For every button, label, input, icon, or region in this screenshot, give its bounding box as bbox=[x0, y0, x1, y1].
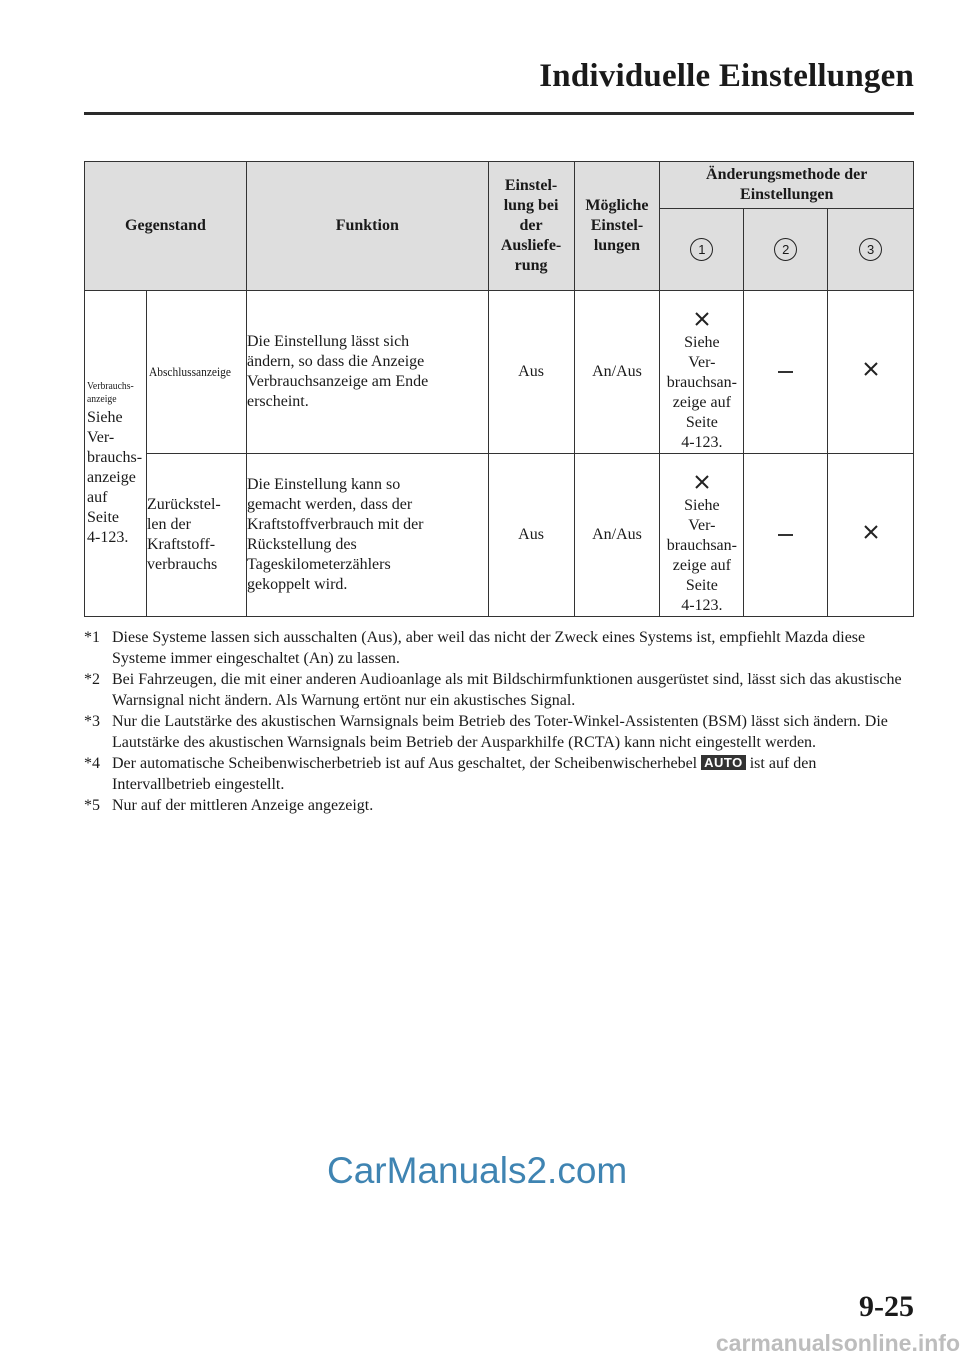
method-1-cell bbox=[660, 454, 744, 617]
header-method-2 bbox=[744, 209, 828, 291]
group-cell bbox=[85, 291, 147, 617]
method-2-cell bbox=[744, 454, 828, 617]
method-2-cell bbox=[744, 291, 828, 454]
header-divider bbox=[84, 112, 914, 115]
x-icon bbox=[863, 524, 879, 540]
table-row bbox=[85, 454, 914, 617]
circled-2-icon: 2 bbox=[774, 238, 797, 261]
footnotes bbox=[84, 627, 914, 816]
method-3-cell bbox=[828, 291, 914, 454]
default-setting-cell: Aus bbox=[488, 454, 574, 617]
source-watermark: carmanualsonline.info bbox=[715, 1330, 960, 1356]
possible-settings-cell: An/Aus bbox=[574, 291, 660, 454]
table-row bbox=[85, 291, 914, 454]
header-method-1 bbox=[660, 209, 744, 291]
header-method-3 bbox=[828, 209, 914, 291]
x-icon bbox=[863, 361, 879, 377]
description-cell: Die Einstellung lässt sich ändern, so dass die Anzeige Verbrauchsanzeige am Ende erscheint. bbox=[246, 291, 488, 454]
default-setting-cell: Aus bbox=[488, 291, 574, 454]
header-aenderungsmethode: Änderungsmethode der Einstellungen bbox=[660, 162, 914, 209]
funktion-cell: Zurückstel- len der Kraftstoff- verbrauchs bbox=[146, 454, 246, 617]
possible-settings-cell: An/Aus bbox=[574, 454, 660, 617]
group-title: Verbrauchs- anzeige bbox=[87, 379, 134, 405]
settings-table bbox=[84, 161, 914, 617]
watermark: CarManuals2.com bbox=[327, 1150, 628, 1191]
x-icon bbox=[694, 311, 710, 327]
header-moegliche: Mögliche Einstel- lungen bbox=[574, 162, 660, 291]
auto-badge-icon: AUTO bbox=[701, 755, 746, 770]
method-1-cell bbox=[660, 291, 744, 454]
footnote: *4 Der automatische Scheibenwischerbetrieb ist auf Aus geschaltet, der Scheibenwischerhebel AUTO ist auf den Intervallbetrieb eingestellt. bbox=[84, 755, 817, 793]
page-title: Individuelle Einstellungen bbox=[539, 58, 914, 94]
dash-icon bbox=[778, 534, 793, 536]
x-icon bbox=[694, 474, 710, 490]
footnote: *1 Diese Systeme lassen sich ausschalten (Aus), aber weil das nicht der Zweck eines Systems ist, empfiehlt Mazda diese Systeme immer eingeschaltet (An) zu lassen. bbox=[84, 629, 866, 667]
description-cell: Die Einstellung kann so gemacht werden, dass der Kraftstoffverbrauch mit der Rückstellung des Tageskilometerzählers gekoppelt wird. bbox=[246, 454, 488, 617]
circled-3-icon: 3 bbox=[859, 238, 882, 261]
dash-icon bbox=[778, 371, 793, 373]
method-3-cell bbox=[828, 454, 914, 617]
header-auslieferung: Einstel- lung bei der Ausliefe- rung bbox=[488, 162, 574, 291]
header-funktion: Funktion bbox=[246, 162, 488, 291]
footnote: *3 Nur die Lautstärke des akustischen Warnsignals beim Betrieb des Toter-Winkel-Assistenten (BSM) lässt sich ändern. Die Lautstärke des akustischen Warnsignals beim Betrieb der Ausparkhilfe (RCTA) kann nicht eingestellt werden. bbox=[84, 713, 888, 751]
funktion-cell bbox=[146, 291, 246, 454]
circled-1-icon: 1 bbox=[690, 238, 713, 261]
page-number: 9-25 bbox=[859, 1290, 914, 1323]
method-1-reference: Siehe Ver- brauchsan- zeige auf Seite 4-123. bbox=[666, 334, 737, 451]
group-reference: Siehe Ver- brauchs- anzeige auf Seite 4-123. bbox=[87, 408, 143, 546]
footnote: *2 Bei Fahrzeugen, die mit einer anderen Audioanlage als mit Bildschirmfunktionen ausgerüstet sind, lässt sich das akustische Warnsignal nicht ändern. Als Warnung ertönt nur ein akustisches Signal. bbox=[84, 671, 902, 709]
footnote: *5 Nur auf der mittleren Anzeige angezeigt. bbox=[84, 797, 374, 814]
funktion-label: Abschlussanzeige bbox=[148, 364, 231, 379]
header-gegenstand: Gegenstand bbox=[85, 162, 247, 291]
method-1-reference: Siehe Ver- brauchsan- zeige auf Seite 4-123. bbox=[666, 497, 737, 614]
